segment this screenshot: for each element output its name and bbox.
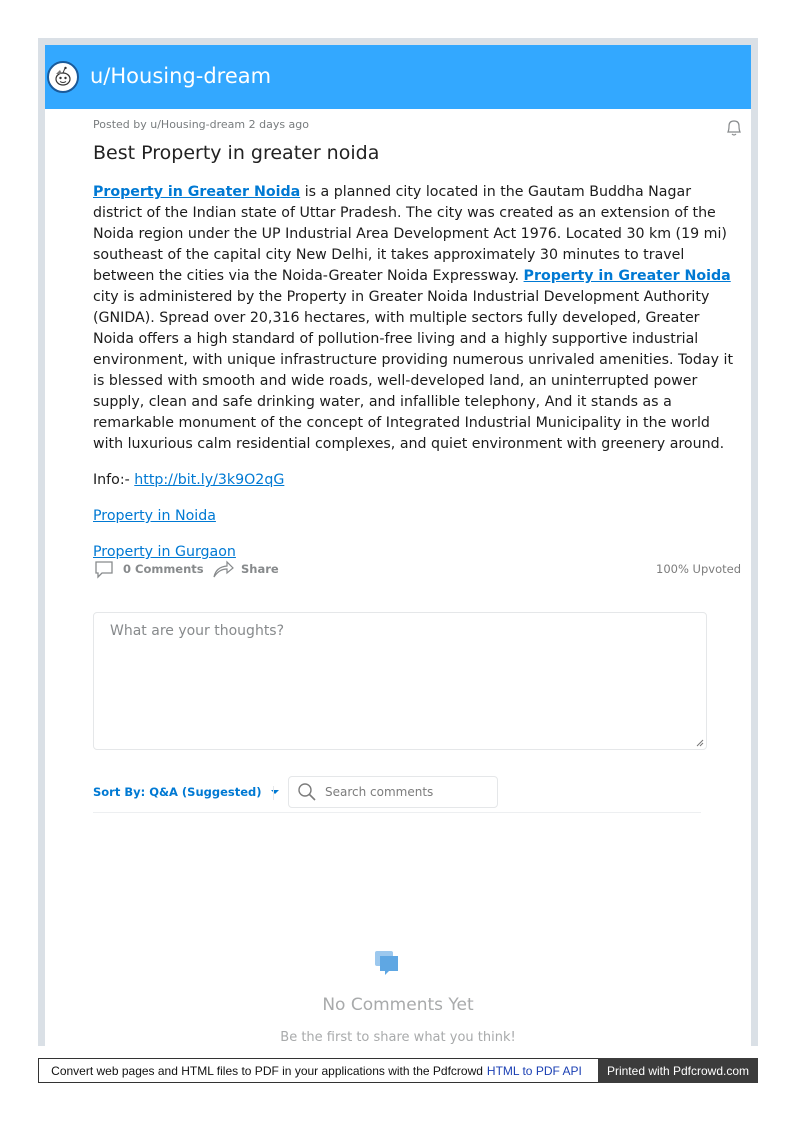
property-greater-noida-link[interactable]: Property in Greater Noida xyxy=(93,184,301,200)
property-noida-link[interactable]: Property in Noida xyxy=(93,508,216,524)
snoo-avatar-icon xyxy=(52,66,74,88)
profile-name[interactable]: u/Housing-dream xyxy=(90,64,272,88)
post-actions xyxy=(93,558,741,582)
comment-icon xyxy=(93,558,115,580)
caret-down-icon xyxy=(270,788,280,796)
share-label: Share xyxy=(241,562,279,576)
property-greater-noida-link-2[interactable]: Property in Greater Noida xyxy=(523,268,731,284)
search-comments-input[interactable] xyxy=(288,776,498,808)
share-button[interactable] xyxy=(211,558,279,580)
info-link[interactable]: http://bit.ly/3k9O2qG xyxy=(134,472,285,488)
post-title[interactable]: Best Property in greater noida xyxy=(93,142,380,164)
property-gurgaon-link[interactable]: Property in Gurgaon xyxy=(93,544,236,560)
post-body xyxy=(93,182,737,578)
post-paragraph xyxy=(93,182,737,455)
profile-header xyxy=(45,45,751,109)
sort-dropdown[interactable] xyxy=(93,785,280,799)
post-text-2: city is administered by the Property in Greater Noida Industrial Development Authority (GNIDA). Spread over 20,316 hectares, with multiple sectors fully developed, Greater Noida offers a high standard of pollution-free living and a highly supportive industrial environment, with unique infrastructure providing numerous unrivaled amenities. Today it is blessed with smooth and wide roads, well-developed land, an uninterrupted power supply, clean and safe drinking water, and infallible telephony, And it stands as a remarkable monument of the concept of Integrated Industrial Municipality in the world with luxurious calm residential complexes, and quiet environment with greenery around. xyxy=(93,289,734,452)
upvote-ratio: 100% Upvoted xyxy=(656,562,741,576)
comments-button[interactable] xyxy=(93,558,204,580)
footer-banner xyxy=(38,1058,598,1083)
bell-icon[interactable] xyxy=(723,117,745,143)
comment-placeholder: What are your thoughts? xyxy=(110,623,285,639)
comments-toolbar xyxy=(93,776,701,813)
no-comments-title: No Comments Yet xyxy=(322,995,474,1015)
info-line xyxy=(93,470,737,491)
comments-count: 0 Comments xyxy=(123,562,204,576)
search-icon xyxy=(297,782,317,802)
post-meta: Posted by u/Housing-dream 2 days ago xyxy=(93,118,310,131)
info-label: Info:- xyxy=(93,472,135,488)
pdfcrowd-footer xyxy=(38,1058,758,1083)
comment-textarea[interactable] xyxy=(93,612,707,750)
post-text-1: is a planned city located in the Gautam Buddha Nagar district of the Indian state of Uttar Pradesh. The city was created as an extension of the Noida region under the UP Industrial Area Development Act 1976. Located 30 km (19 mi) southeast of the capital city New Delhi, it takes approximately 30 minutes to travel between the cities via the Noida-Greater Noida Expressway. xyxy=(93,184,727,284)
footer-text: Convert web pages and HTML files to PDF in your applications with the Pdfcrowd xyxy=(51,1063,483,1078)
search-placeholder: Search comments xyxy=(325,785,434,799)
footer-api-link[interactable]: HTML to PDF API xyxy=(486,1063,582,1078)
share-icon xyxy=(211,558,235,580)
printed-with-badge[interactable]: Printed with Pdfcrowd.com xyxy=(598,1058,758,1083)
resize-handle-icon[interactable] xyxy=(696,739,704,747)
avatar[interactable] xyxy=(47,61,79,93)
no-comments-subtitle: Be the first to share what you think! xyxy=(280,1030,516,1045)
sort-label: Sort By: Q&A (Suggested) xyxy=(93,785,262,799)
toolbar-divider xyxy=(273,786,274,800)
comments-empty-icon xyxy=(374,950,400,980)
post-card xyxy=(45,45,751,1046)
